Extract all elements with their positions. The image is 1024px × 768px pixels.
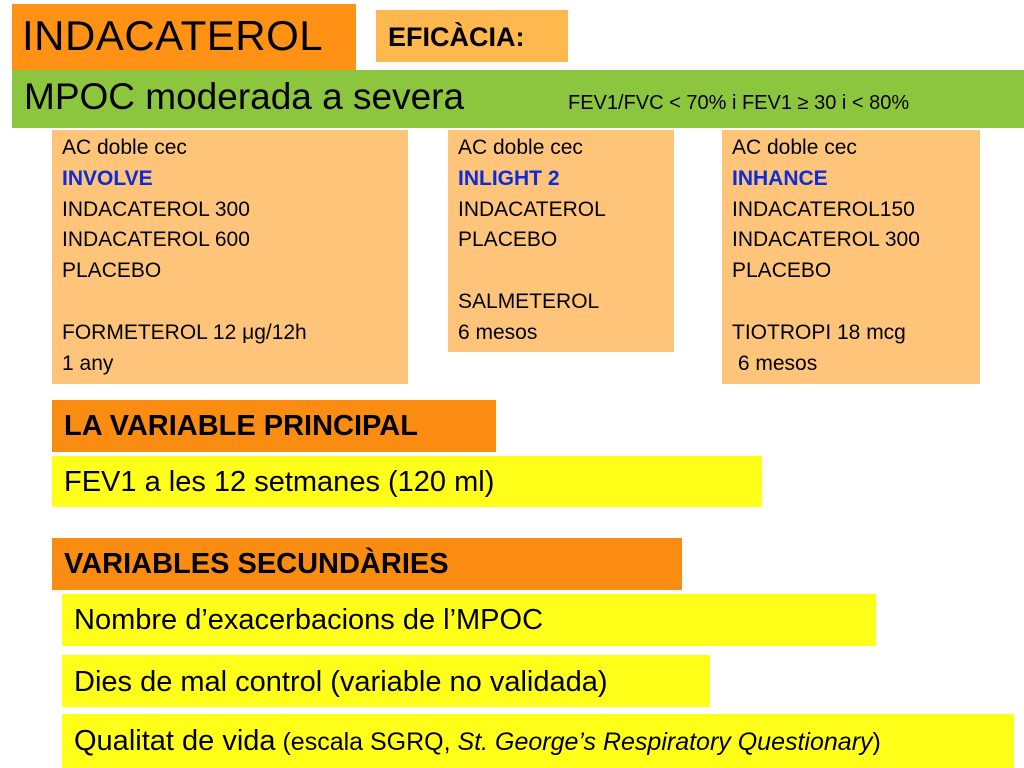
trial-name: INLIGHT 2 — [458, 166, 560, 190]
secondary-item-poor-control — [62, 655, 710, 707]
population-bar — [12, 70, 1024, 128]
slide-title: INDACATEROL — [22, 12, 324, 59]
trial-card-inhance — [722, 130, 980, 384]
trial-design: AC doble cec — [62, 136, 187, 159]
trial-spacer — [732, 287, 980, 318]
title-box — [12, 4, 356, 70]
qol-main: Qualitat de vida — [74, 725, 276, 757]
trial-arm: INDACATEROL150 — [732, 197, 915, 221]
secondary-item-text: Nombre d’exacerbacions de l’MPOC — [74, 604, 544, 636]
trial-duration: 6 mesos — [458, 320, 538, 344]
trial-name: INHANCE — [732, 166, 828, 190]
trial-duration: 1 any — [62, 351, 114, 375]
trial-comparator: FORMETEROL 12 μg/12h — [62, 320, 307, 344]
trial-arm: INDACATEROL 600 — [62, 228, 250, 252]
qol-text — [74, 725, 881, 758]
trial-card-inlight2 — [448, 130, 674, 352]
trial-card-involve — [52, 130, 408, 384]
primary-variable-value — [52, 456, 762, 507]
trial-design: AC doble cec — [732, 136, 857, 159]
qol-open: (escala SGRQ, — [275, 728, 458, 756]
secondary-heading-text: VARIABLES SECUNDÀRIES — [64, 548, 449, 580]
trial-design: AC doble cec — [458, 136, 583, 159]
secondary-item-exacerbations — [62, 594, 876, 646]
primary-variable-heading — [52, 400, 496, 452]
trial-duration: 6 mesos — [732, 351, 818, 375]
trial-name: INVOLVE — [62, 166, 153, 190]
population-label: MPOC moderada a severa — [24, 76, 465, 117]
trial-arm: INDACATEROL 300 — [62, 197, 250, 221]
qol-close: ) — [872, 728, 881, 756]
trial-arm: INDACATEROL 300 — [732, 228, 920, 252]
trial-arm: PLACEBO — [62, 259, 162, 283]
trial-comparator: TIOTROPI 18 mcg — [732, 320, 906, 344]
qol-italic: St. George’s Respiratory Questionary — [457, 728, 873, 756]
secondary-item-quality-of-life — [62, 714, 1014, 768]
trial-arm: PLACEBO — [458, 228, 558, 252]
secondary-variables-heading — [52, 538, 682, 590]
secondary-item-text: Dies de mal control (variable no validada) — [74, 666, 608, 698]
population-criteria: FEV1/FVC < 70% i FEV1 ≥ 30 i < 80% — [568, 92, 910, 114]
trial-arm: PLACEBO — [732, 259, 832, 283]
trial-spacer — [458, 256, 674, 287]
efficacy-label: EFICÀCIA: — [388, 22, 525, 52]
trial-comparator: SALMETEROL — [458, 289, 600, 313]
trial-arm: INDACATEROL — [458, 197, 606, 221]
primary-heading-text: LA VARIABLE PRINCIPAL — [64, 410, 418, 442]
primary-value-text: FEV1 a les 12 setmanes (120 ml) — [64, 466, 495, 498]
efficacy-badge — [376, 10, 568, 62]
trial-spacer — [62, 287, 408, 318]
